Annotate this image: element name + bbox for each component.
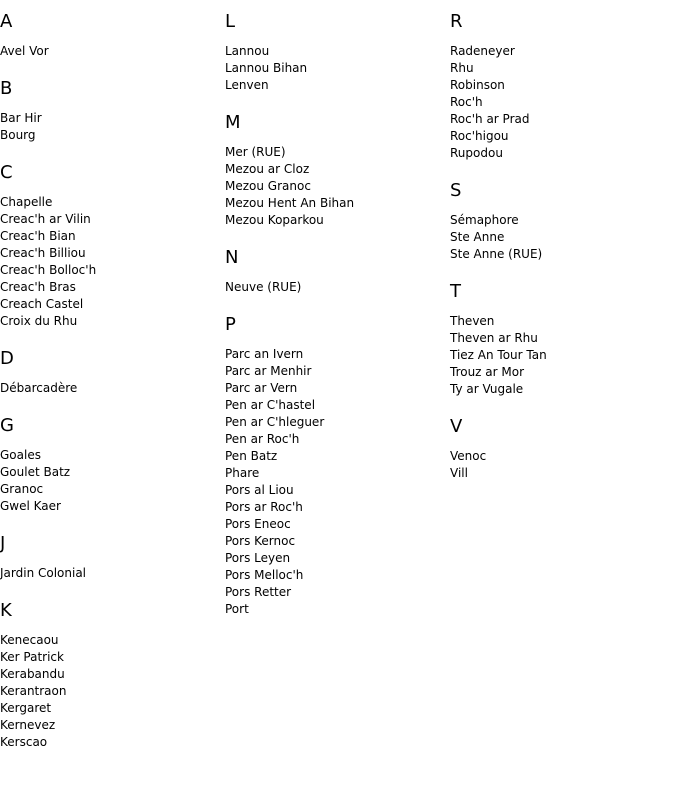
street-item-vill[interactable]: Vill (450, 466, 468, 480)
letter-heading: N (225, 247, 239, 268)
street-item-creac-h-billiou[interactable]: Creac'h Billiou (0, 246, 86, 260)
street-item-lannou-bihan[interactable]: Lannou Bihan (225, 61, 308, 75)
letter-heading: L (225, 11, 236, 32)
letter-section-g (0, 417, 225, 515)
street-list (225, 346, 450, 618)
letter-section-a (0, 13, 225, 60)
street-item-neuve-rue[interactable]: Neuve (RUE) (225, 280, 302, 294)
street-item-kergaret[interactable]: Kergaret (0, 701, 52, 715)
street-item-mezou-koparkou[interactable]: Mezou Koparkou (225, 213, 324, 227)
letter-section-d (0, 350, 225, 397)
street-item-venoc[interactable]: Venoc (450, 449, 487, 463)
street-item-ty-ar-vugale[interactable]: Ty ar Vugale (450, 382, 524, 396)
index-column-2 (225, 0, 450, 638)
street-item-parc-ar-vern[interactable]: Parc ar Vern (225, 381, 298, 395)
street-list (0, 447, 225, 515)
street-list (0, 565, 225, 582)
street-item-pors-melloc-h[interactable]: Pors Melloc'h (225, 568, 304, 582)
letter-section-n (225, 249, 450, 296)
letter-heading: D (0, 348, 14, 369)
street-item-roc-h-ar-prad[interactable]: Roc'h ar Prad (450, 112, 530, 126)
street-list (225, 43, 450, 94)
street-item-kerantraon[interactable]: Kerantraon (0, 684, 67, 698)
street-list (0, 380, 225, 397)
street-list (0, 194, 225, 330)
street-item-port[interactable]: Port (225, 602, 249, 616)
street-item-phare[interactable]: Phare (225, 466, 260, 480)
street-item-creac-h-ar-vilin[interactable]: Creac'h ar Vilin (0, 212, 91, 226)
street-item-mezou-ar-cloz[interactable]: Mezou ar Cloz (225, 162, 310, 176)
letter-heading: C (0, 162, 13, 183)
street-item-rupodou[interactable]: Rupodou (450, 146, 503, 160)
letter-section-p (225, 316, 450, 618)
street-item-theven-ar-rhu[interactable]: Theven ar Rhu (450, 331, 538, 345)
street-item-lenven[interactable]: Lenven (225, 78, 269, 92)
street-item-croix-du-rhu[interactable]: Croix du Rhu (0, 314, 78, 328)
letter-section-t (450, 283, 675, 398)
street-item-creac-h-bolloc-h[interactable]: Creac'h Bolloc'h (0, 263, 97, 277)
street-item-radeneyer[interactable]: Radeneyer (450, 44, 515, 58)
street-item-creach-castel[interactable]: Creach Castel (0, 297, 84, 311)
street-item-mezou-granoc[interactable]: Mezou Granoc (225, 179, 311, 193)
street-item-pen-ar-c-hleguer[interactable]: Pen ar C'hleguer (225, 415, 325, 429)
street-item-granoc[interactable]: Granoc (0, 482, 44, 496)
street-item-pors-al-liou[interactable]: Pors al Liou (225, 483, 294, 497)
street-item-lannou[interactable]: Lannou (225, 44, 270, 58)
street-item-parc-ar-menhir[interactable]: Parc ar Menhir (225, 364, 312, 378)
street-item-mer-rue[interactable]: Mer (RUE) (225, 145, 286, 159)
letter-heading: S (450, 180, 462, 201)
street-list (0, 632, 225, 751)
letter-heading: K (0, 600, 12, 621)
street-item-pors-eneoc[interactable]: Pors Eneoc (225, 517, 291, 531)
letter-section-r (450, 13, 675, 162)
street-item-pen-batz[interactable]: Pen Batz (225, 449, 278, 463)
street-item-chapelle[interactable]: Chapelle (0, 195, 53, 209)
street-item-pors-ar-roc-h[interactable]: Pors ar Roc'h (225, 500, 303, 514)
letter-heading: J (0, 533, 6, 554)
street-item-bar-hir[interactable]: Bar Hir (0, 111, 42, 125)
street-item-mezou-hent-an-bihan[interactable]: Mezou Hent An Bihan (225, 196, 355, 210)
street-item-kenecaou[interactable]: Kenecaou (0, 633, 59, 647)
letter-heading: G (0, 415, 14, 436)
street-item-creac-h-bras[interactable]: Creac'h Bras (0, 280, 76, 294)
street-list (0, 110, 225, 144)
street-item-pors-retter[interactable]: Pors Retter (225, 585, 292, 599)
street-item-ste-anne[interactable]: Ste Anne (450, 230, 505, 244)
street-item-kernevez[interactable]: Kernevez (0, 718, 56, 732)
street-list (0, 43, 225, 60)
street-list (450, 212, 675, 263)
street-item-kerscao[interactable]: Kerscao (0, 735, 48, 749)
letter-section-m (225, 114, 450, 229)
letter-section-v (450, 418, 675, 482)
street-list (225, 279, 450, 296)
street-list (225, 144, 450, 229)
street-item-roc-h[interactable]: Roc'h (450, 95, 483, 109)
street-list (450, 448, 675, 482)
letter-heading: A (0, 11, 13, 32)
street-item-pors-kernoc[interactable]: Pors Kernoc (225, 534, 296, 548)
letter-heading: P (225, 314, 236, 335)
street-item-robinson[interactable]: Robinson (450, 78, 505, 92)
street-list (450, 43, 675, 162)
street-item-creac-h-bian[interactable]: Creac'h Bian (0, 229, 76, 243)
street-item-tiez-an-tour-tan[interactable]: Tiez An Tour Tan (450, 348, 547, 362)
letter-section-k (0, 602, 225, 751)
street-item-ker-patrick[interactable]: Ker Patrick (0, 650, 64, 664)
letter-heading: T (450, 281, 461, 302)
street-list (450, 313, 675, 398)
street-item-semaphore[interactable]: Sémaphore (450, 213, 519, 227)
street-item-pen-ar-roc-h[interactable]: Pen ar Roc'h (225, 432, 300, 446)
street-item-goales[interactable]: Goales (0, 448, 41, 462)
index-column-3 (450, 0, 675, 502)
street-item-parc-an-ivern[interactable]: Parc an Ivern (225, 347, 304, 361)
street-item-trouz-ar-mor[interactable]: Trouz ar Mor (450, 365, 525, 379)
letter-heading: B (0, 78, 13, 99)
street-item-bourg[interactable]: Bourg (0, 128, 36, 142)
letter-section-c (0, 164, 225, 330)
index-column-1 (0, 0, 225, 771)
street-item-rhu[interactable]: Rhu (450, 61, 474, 75)
street-item-theven[interactable]: Theven (450, 314, 495, 328)
street-item-pen-ar-c-hastel[interactable]: Pen ar C'hastel (225, 398, 316, 412)
letter-section-j (0, 535, 225, 582)
letter-heading: R (450, 11, 463, 32)
street-item-avel-vor[interactable]: Avel Vor (0, 44, 49, 58)
street-item-debarcadere[interactable]: Débarcadère (0, 381, 78, 395)
street-item-ste-anne-rue[interactable]: Ste Anne (RUE) (450, 247, 543, 261)
street-item-kerabandu[interactable]: Kerabandu (0, 667, 65, 681)
street-item-pors-leyen[interactable]: Pors Leyen (225, 551, 291, 565)
letter-section-s (450, 182, 675, 263)
letter-section-l (225, 13, 450, 94)
street-item-gwel-kaer[interactable]: Gwel Kaer (0, 499, 61, 513)
letter-heading: V (450, 416, 463, 437)
street-item-jardin-colonial[interactable]: Jardin Colonial (0, 566, 87, 580)
letter-section-b (0, 80, 225, 144)
street-item-goulet-batz[interactable]: Goulet Batz (0, 465, 71, 479)
letter-heading: M (225, 112, 241, 133)
street-item-roc-higou[interactable]: Roc'higou (450, 129, 509, 143)
